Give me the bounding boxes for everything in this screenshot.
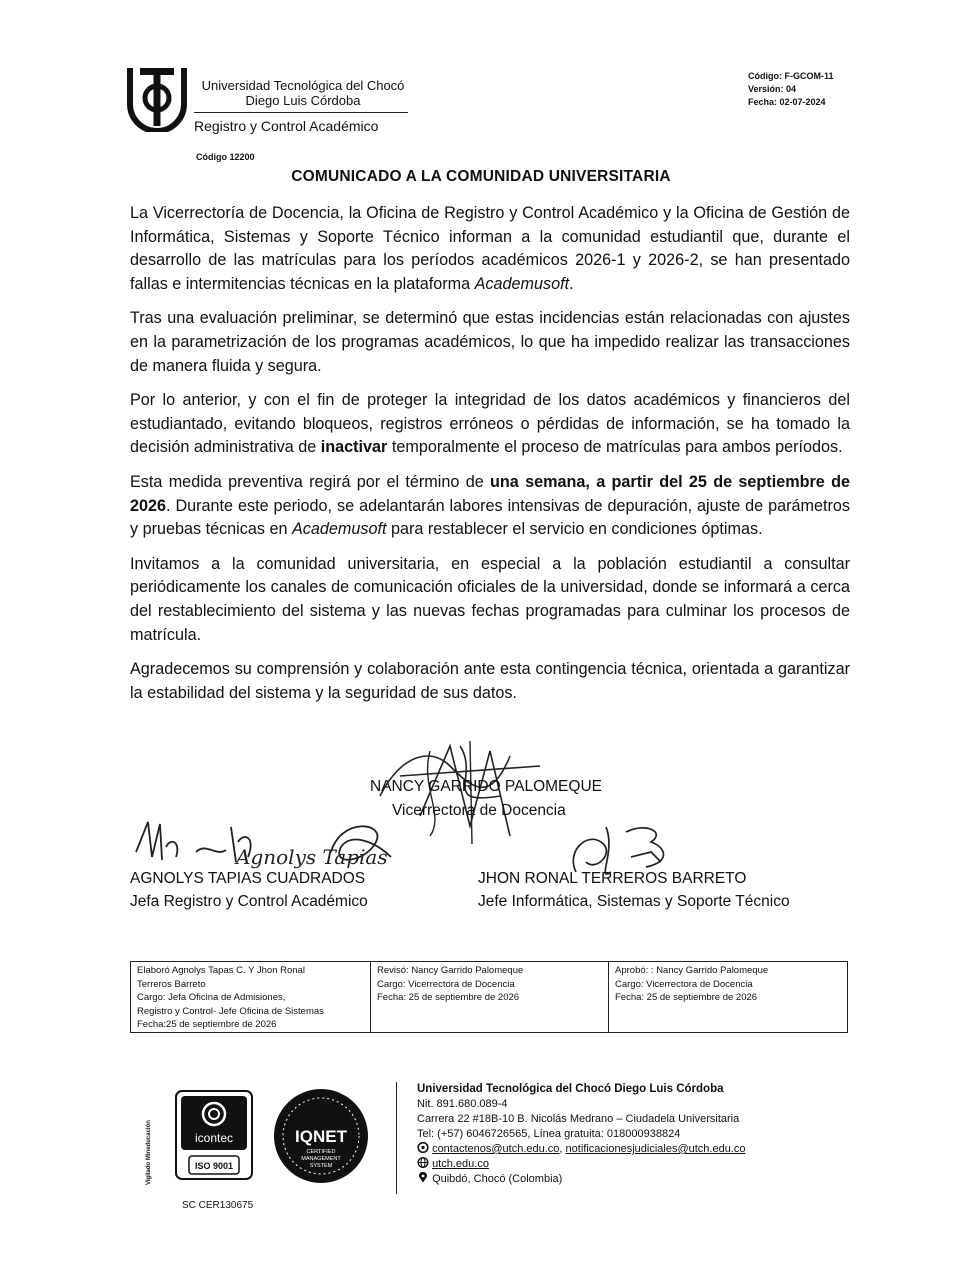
p3-end: temporalmente el proceso de matrículas para ambos períodos. bbox=[387, 438, 843, 457]
paragraph-6: Agradecemos su comprensión y colaboración ante esta contingencia técnica, orientada a garantizar la estabilidad del sistema y la seguridad de sus datos. bbox=[130, 660, 850, 702]
website-link[interactable]: utch.edu.co bbox=[432, 1158, 489, 1170]
iqnet-sub1: CERTIFIED bbox=[306, 1149, 336, 1155]
form-date: Fecha: 02-07-2024 bbox=[748, 97, 826, 107]
document-body bbox=[130, 202, 850, 716]
iso-text: ISO 9001 bbox=[194, 1161, 234, 1171]
approved-by: Aprobó: : Nancy Garrido Palomeque bbox=[615, 965, 769, 976]
elaborated-by-cont: Terreros Barreto bbox=[137, 978, 206, 990]
reviewed-by: Revisó: Nancy Garrido Palomeque bbox=[377, 965, 524, 976]
elaborated-by: Elaboró Agnolys Tapas C. Y Jhon Ronal bbox=[137, 965, 305, 976]
iqnet-sub2: MANAGEMENT bbox=[301, 1156, 341, 1162]
document-title: COMUNICADO A LA COMUNIDAD UNIVERSITARIA bbox=[291, 168, 671, 185]
approved-role: Cargo: Vicerrectora de Docencia bbox=[615, 978, 753, 990]
p4-emphasis: una semana, a partir del 25 de septiembre de 2026 bbox=[130, 472, 850, 515]
signatory-1-name: NANCY GARRIDO PALOMEQUE bbox=[370, 778, 602, 795]
institution-line1: Universidad Tecnológica del Chocó bbox=[201, 78, 405, 93]
form-code: Código: F-GCOM-11 bbox=[748, 71, 834, 81]
paragraph-1 bbox=[130, 202, 850, 296]
footer-divider bbox=[396, 1082, 397, 1194]
p3-text: Por lo anterior, y con el fin de proteger la integridad de los datos académicos y financieros del estudiantado, evitando bloqueos, registros erróneos o pérdidas de información, se ha tomado la decisión administrativa de bbox=[130, 391, 850, 457]
p3-emphasis: inactivar bbox=[320, 438, 388, 457]
footer-phone: Tel: (+57) 6046726565, Línea gratuita: 018000938824 bbox=[417, 1128, 681, 1140]
header-rule bbox=[194, 112, 408, 113]
reviewed-date: Fecha: 25 de septiembre de 2026 bbox=[377, 992, 520, 1003]
email-separator: , bbox=[559, 1143, 566, 1155]
footer-emails bbox=[417, 1142, 847, 1157]
platform-name: Academusoft bbox=[474, 274, 570, 293]
signatory-3-name: JHON RONAL TERREROS BARRETO bbox=[478, 870, 747, 887]
approved-by-cell bbox=[609, 962, 847, 1032]
approved-date: Fecha: 25 de septiembre de 2026 bbox=[615, 992, 758, 1003]
elaborated-role-cont: Registro y Control- Jefe Oficina de Sistemas bbox=[137, 1005, 324, 1017]
footer-nit: Nit. 891.680.089-4 bbox=[417, 1098, 508, 1110]
approval-table bbox=[130, 961, 848, 1033]
vigilado-text: Vigilado Mineducación bbox=[146, 1120, 152, 1185]
icontec-logo bbox=[175, 1090, 253, 1180]
email-icon bbox=[417, 1142, 429, 1153]
elaborated-role: Cargo: Jefa Oficina de Admisiones, bbox=[137, 992, 286, 1003]
document-control-codes bbox=[748, 70, 834, 109]
footer-address: Carrera 22 #18B-10 B. Nicolás Medrano – Ciudadela Universitaria bbox=[417, 1113, 740, 1125]
iqnet-sub3: SYSTEM bbox=[309, 1163, 333, 1169]
city-text: Quibdó, Chocó (Colombia) bbox=[432, 1173, 563, 1185]
p4-text: Esta medida preventiva regirá por el término de bbox=[130, 472, 491, 491]
internal-code: Código 12200 bbox=[196, 152, 255, 162]
reviewed-role: Cargo: Vicerrectora de Docencia bbox=[377, 978, 515, 990]
elaborated-by-cell bbox=[131, 962, 371, 1032]
footer-org: Universidad Tecnológica del Chocó Diego Luis Córdoba bbox=[417, 1083, 724, 1095]
paragraph-4 bbox=[130, 471, 850, 542]
university-logo bbox=[126, 64, 188, 132]
contact-block bbox=[417, 1082, 847, 1187]
email-contact-link[interactable]: contactenos@utch.edu.co bbox=[432, 1143, 560, 1155]
paragraph-5: Invitamos a la comunidad universitaria, en especial a la población estudiantil a consultar periódicamente los canales de comunicación oficiales de la universidad, donde se informará a cerca del restablecimiento del sistema y las nuevas fechas programadas para culminar los procesos de matrícula. bbox=[130, 554, 850, 644]
globe-icon bbox=[417, 1157, 429, 1168]
signatory-3-role: Jefe Informática, Sistemas y Soporte Técnico bbox=[478, 893, 790, 910]
department-name: Registro y Control Académico bbox=[194, 118, 379, 134]
signatory-2-role: Jefa Registro y Control Académico bbox=[130, 893, 368, 910]
platform-name: Academusoft bbox=[291, 520, 387, 539]
p1-end: . bbox=[569, 274, 574, 293]
form-version: Versión: 04 bbox=[748, 84, 797, 94]
email-notifications-link[interactable]: notificacionesjudiciales@utch.edu.co bbox=[565, 1143, 746, 1155]
signatory-1-role: Vicerrectora de Docencia bbox=[392, 802, 566, 819]
institution-name bbox=[194, 78, 412, 108]
paragraph-3 bbox=[130, 389, 850, 460]
p4-end: para restablecer el servicio en condiciones óptimas. bbox=[386, 520, 763, 539]
paragraph-2: Tras una evaluación preliminar, se determinó que estas incidencias están relacionadas con ajustes en la parametrización de los programas académicos, lo que ha impedido realizar las transacciones de manera fluida y segura. bbox=[130, 309, 850, 375]
signatory-2-name: AGNOLYS TAPIAS CUADRADOS bbox=[130, 870, 366, 887]
iqnet-logo bbox=[272, 1087, 370, 1185]
footer-web bbox=[417, 1157, 847, 1172]
reviewed-by-cell bbox=[371, 962, 609, 1032]
footer-city bbox=[417, 1172, 847, 1187]
handwritten-signature-text: Agnolys Tapias bbox=[236, 845, 388, 869]
p4-mid: . Durante este periodo, se adelantarán labores intensivas de depuración, ajuste de parámetros y pruebas técnicas en bbox=[130, 496, 850, 539]
p1-text: La Vicerrectoría de Docencia, la Oficina de Registro y Control Académico y la Oficina de Gestión de Informática, Sistemas y Soporte Técnico informan a la comunidad estudiantil que, durante el desarrollo de las matrículas para los períodos académicos 2026-1 y 2026-2, se han presentado fallas e intermitencias técnicas en la plataforma bbox=[130, 204, 850, 293]
certificate-number: SC CER130675 bbox=[182, 1200, 254, 1211]
vigilado-label bbox=[146, 1093, 156, 1185]
elaborated-date: Fecha:25 de septiembre de 2026 bbox=[137, 1019, 277, 1030]
iqnet-text: IQNET bbox=[295, 1127, 347, 1146]
institution-line2: Diego Luis Córdoba bbox=[245, 93, 361, 108]
icontec-text: icontec bbox=[194, 1131, 234, 1145]
location-pin-icon bbox=[417, 1172, 429, 1183]
